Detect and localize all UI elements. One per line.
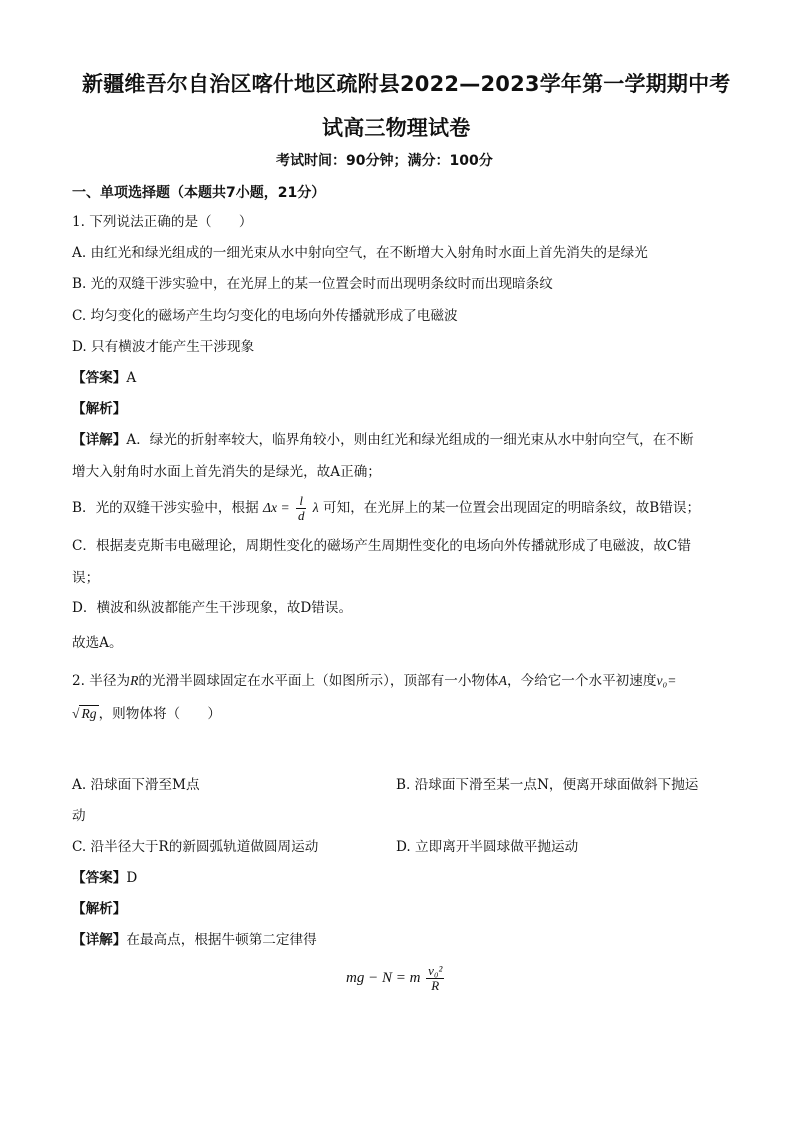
q2-detail-line	[72, 930, 317, 950]
q2-var-a: A	[498, 673, 507, 688]
page-title-line1: 新疆维吾尔自治区喀什地区疏附县2022—2023学年第一学期期中考	[82, 72, 731, 96]
detail-tag: 【详解】	[72, 432, 127, 448]
q2-detail-text: 在最高点，根据牛顿第二定律得	[126, 932, 317, 948]
q1-answer-line	[72, 368, 136, 388]
equation-fraction	[426, 964, 444, 993]
q2-analysis-tag: 【解析】	[72, 901, 127, 917]
q1-detail-b-line	[72, 494, 700, 523]
q2-var-v0: v₀=	[656, 673, 677, 688]
q2-option-a: A. 沿球面下滑至M点	[72, 777, 200, 793]
q1-detail-b-pre: B．光的双缝干涉实验中，根据	[72, 500, 259, 516]
q2-answer-line	[72, 868, 137, 888]
q2-stem-line2	[72, 704, 221, 724]
q1-detail-a-line2: 增大入射角时水面上首先消失的是绿光，故A正确；	[72, 464, 381, 480]
q2-answer-value: D	[126, 870, 138, 886]
newton-equation	[346, 964, 446, 993]
equation-denominator: R	[431, 978, 440, 993]
q1-option-a: A. 由红光和绿光组成的一细光束从水中射向空气，在不断增大入射角时水面上首先消失的是绿光	[72, 245, 648, 261]
q2-option-d: D. 立即离开半圆球做平抛运动	[396, 839, 579, 855]
formula-fraction	[296, 494, 307, 523]
q2-option-b-line2: 动	[72, 808, 86, 824]
q2-option-c: C. 沿半径大于R的新圆弧轨道做圆周运动	[72, 839, 319, 855]
q2-var-r: R	[130, 673, 139, 688]
q1-detail-a-line1	[72, 430, 694, 450]
sqrt-radicand: Rg	[81, 706, 97, 721]
q2-stem-mid1: 的光滑半圆球固定在水平面上（如图所示），顶部有一小物体	[138, 673, 499, 689]
q1-detail-b-post: 可知，在光屏上的某一位置会出现固定的明暗条纹，故B错误；	[323, 500, 701, 516]
q1-analysis-tag: 【解析】	[72, 401, 127, 417]
exam-info: 考试时间：90分钟；满分：100分	[276, 153, 493, 169]
answer-tag: 【答案】	[72, 370, 127, 386]
q1-detail-d: D．横波和纵波都能产生干涉现象，故D错误。	[72, 600, 353, 616]
q1-stem: 1. 下列说法正确的是（ ）	[72, 214, 253, 230]
q1-detail-a-text: A．绿光的折射率较大，临界角较小，则由红光和绿光组成的一细光束从水中射向空气，在不断	[126, 432, 694, 448]
sqrt-expression: √ Rg	[72, 706, 97, 721]
q2-stem-post: ，则物体将（ ）	[98, 706, 221, 722]
formula-lambda: λ	[312, 500, 319, 515]
equation-lhs: mg − N = m	[346, 970, 421, 986]
q2-stem-mid2: ，今给它一个水平初速度	[506, 673, 657, 689]
q1-option-d: D. 只有横波才能产生干涉现象	[72, 339, 255, 355]
q2-stem-pre: 2. 半径为	[72, 673, 131, 689]
q2-stem-line1	[72, 671, 676, 691]
formula-denominator: d	[297, 508, 305, 523]
q1-option-c: C. 均匀变化的磁场产生均匀变化的电场向外传播就形成了电磁波	[72, 308, 458, 324]
formula-numerator: l	[296, 494, 307, 509]
q1-detail-c-line1: C．根据麦克斯韦电磁理论，周期性变化的磁场产生周期性变化的电场向外传播就形成了电磁波，故C错	[72, 538, 691, 554]
q2-option-b-line1: B. 沿球面下滑至某一点N，便离开球面做斜下抛运	[396, 777, 699, 793]
q1-detail-c-line2: 误；	[72, 570, 100, 586]
q1-answer-value: A	[126, 370, 137, 386]
detail-tag: 【详解】	[72, 932, 127, 948]
answer-tag: 【答案】	[72, 870, 127, 886]
section-heading: 一、单项选择题（本题共7小题，21分）	[72, 185, 326, 201]
page-title-line2: 试高三物理试卷	[322, 116, 471, 140]
q1-conclusion: 故选A。	[72, 635, 123, 651]
equation-numerator: v₀²	[428, 963, 443, 978]
q1-option-b: B. 光的双缝干涉实验中，在光屏上的某一位置会时而出现明条纹时而出现暗条纹	[72, 276, 553, 292]
formula-delta-x: Δx =	[263, 500, 290, 515]
